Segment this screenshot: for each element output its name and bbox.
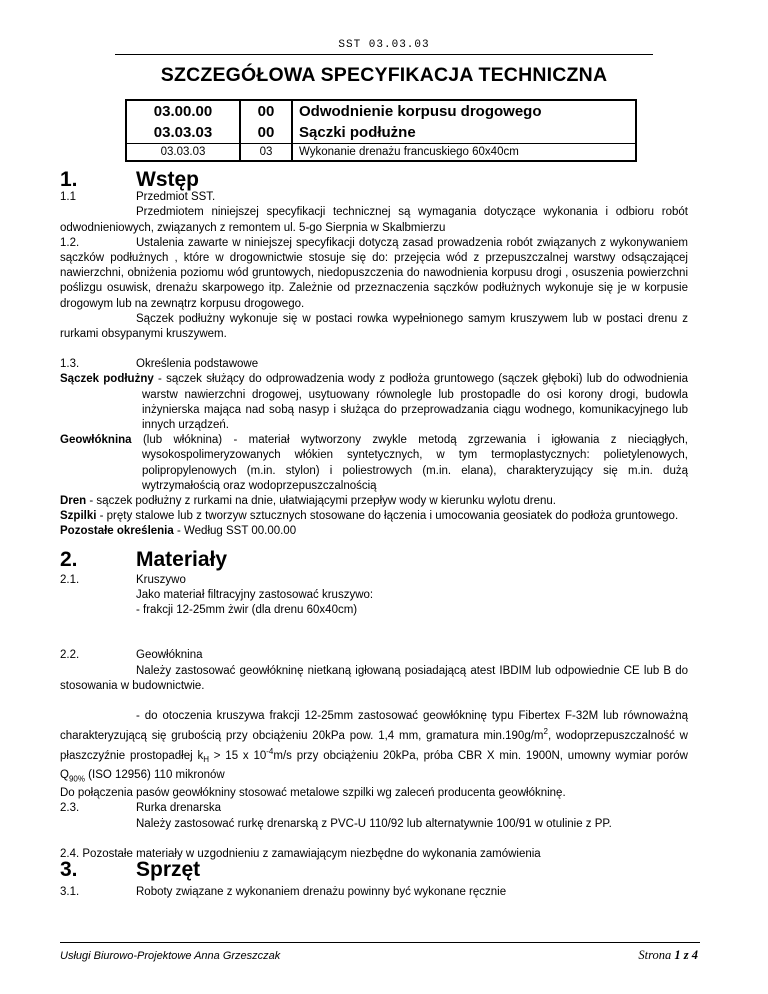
definition-item <box>60 509 688 524</box>
subsection-title: Przedmiot SST. <box>136 191 216 204</box>
document-title: SZCZEGÓŁOWA SPECYFIKACJA TECHNICZNA <box>160 64 608 86</box>
definition-text: - sączek podłużny z rurkami na dnie, ułatwiającymi przepływ wody w kierunku wylotu drenu. <box>86 495 556 508</box>
paragraph: Sączek podłużny wykonuje się w postaci rowka wypełnionego samym kruszywem lub w postaci drenu z rurkami obsypanymi kruszywem. <box>60 312 688 341</box>
definition-term: Sączek podłużny <box>60 373 154 386</box>
definition-item <box>60 372 688 433</box>
subsection-title: Rurka drenarska <box>136 802 222 815</box>
definition-text: - sączek służący do odprowadzenia wody z podłoża gruntowego (sączek głęboki) lub do odwodnienia warstw nawierzchni drogowej, usytuowany równolegle lub prostopadle do osi korony drogi, budowla inżynierska mająca nad sobą nasyp i służąca do przeprowadzania ciągu wodnego, komunikacyjnego lub innych urządzeń. <box>142 373 688 432</box>
definition-term: Pozostałe określenia <box>60 525 174 538</box>
subsection-number: 1.2. <box>60 236 80 249</box>
spec-name: Sączki podłużne <box>292 122 636 144</box>
section-title: Wstęp <box>136 168 199 191</box>
paragraph: Jako materiał filtracyjny zastosować kruszywo: <box>136 589 374 602</box>
definition-term: Dren <box>60 495 87 508</box>
spec-code: 03.03.03 <box>126 144 240 162</box>
spec-number: 03 <box>240 144 292 162</box>
geotextile-spec-paragraph: - do otoczenia kruszywa frakcji 12-25mm zastosować geowłókninę typu Fibertex F-32M lub równoważną charakteryzującą się grubością przy obciążeniu 20kPa pow. 1,4 mm, gramatura $\min.190g/m^2$, wodoprzepuszczalność w płaszczyźnie prostopadłej $k_H > 15$ x $10^{-4}m/s$ przy obciążeniu 20kPa, próba CBR X min. 1900N, umowny wymiar porów $Q_{90\%}$ (ISO 12956) 110 mikronów <box>60 710 688 783</box>
paragraph-2-4: 2.4. Pozostałe materiały w uzgodnieniu z zamawiającym niezbędne do wykonania zamówienia <box>60 847 541 860</box>
subsection-1-3 <box>60 357 688 372</box>
spec-code: 03.00.00 <box>126 100 240 122</box>
paragraph: - frakcji 12-25mm żwir (dla drenu 60x40cm) <box>136 604 358 617</box>
subsection-number: 1.3. <box>60 358 80 371</box>
subsection-2-3 <box>60 801 688 816</box>
subsection-title: Geowłóknina <box>136 649 203 662</box>
subsection-title: Kruszywo <box>136 573 186 586</box>
definition-item <box>60 494 688 509</box>
subsection-1-1 <box>60 190 688 205</box>
subsection-2-2 <box>60 648 688 663</box>
spec-number: 00 <box>240 100 292 122</box>
section-title: Sprzęt <box>136 857 201 881</box>
subsection-title: Określenia podstawowe <box>136 358 259 371</box>
section-heading-2 <box>60 547 688 571</box>
section-heading-3 <box>60 857 688 881</box>
definition-term: Geowłóknina <box>60 434 132 447</box>
table-row <box>126 144 636 162</box>
definition-term: Szpilki <box>60 510 97 523</box>
definition-text: - Według SST 00.00.00 <box>173 525 297 538</box>
paragraph: Należy zastosować rurkę drenarską z PVC-U 110/92 lub alternatywnie 100/91 w otulinie z PP. <box>136 817 612 830</box>
table-row <box>126 100 636 122</box>
section-heading-1 <box>60 168 688 191</box>
definition-text: - pręty stalowe lub z tworzyw sztucznych stosowane do łączenia i umocowania geosiatek do podłoża gruntowego. <box>96 510 679 523</box>
spec-number: 00 <box>240 122 292 144</box>
document-body <box>60 168 688 900</box>
spec-codes-table <box>125 99 637 162</box>
header-rule <box>115 54 653 55</box>
paragraph: Do połączenia pasów geowłókniny stosować metalowe szpilki wg zaleceń producenta geowłókninę. <box>60 787 566 800</box>
definition-item <box>60 524 688 539</box>
paragraph-text: Ustalenia zawarte w niniejszej specyfikacji dotyczą zasad prowadzenia robót związanych z wykonywaniem sączków podłużnych , które w drogownictwie stosuje się do: przejęcia wód z przepuszczalnej warstwy odsączającej nawierzchni, obniżenia poziomu wód gruntowych, niedopuszczenia do nawodnienia korpusu drogi , osuszenia powierzchni poślizgu osuwisk, drenażu skarpowego itp. Zależnie od przeznaczenia sączków podłużnych wykonuje się je w korpusie drogowym lub na zewnątrz korpusu drogowego. <box>60 236 688 310</box>
footer-company: Usługi Biurowo-Projektowe Anna Grzeszczak <box>60 950 281 962</box>
subsection-2-1 <box>60 573 688 588</box>
spec-name: Odwodnienie korpusu drogowego <box>292 100 636 122</box>
subsection-3-1 <box>60 885 688 900</box>
footer-rule <box>60 942 700 943</box>
paragraph: Przedmiotem niniejszej specyfikacji technicznej są wymagania dotyczące wykonania i odbioru robót odwodnieniowych, związanych z remontem ul. 5-go Sierpnia w Skalbmierzu <box>60 206 688 234</box>
section-number: 1. <box>60 168 78 191</box>
section-number: 3. <box>60 857 78 881</box>
section-number: 2. <box>60 547 78 571</box>
definition-item <box>60 433 688 494</box>
spec-code: 03.03.03 <box>126 122 240 144</box>
definition-text: (lub włóknina) - materiał wytworzony zwykle metodą zgrzewania i igłowania z nieciągłych, wysokospolimeryzowanych włókien syntetycznych, w tym termoplastycznych: polietylenowych, polipropylenowych (m.in. stylon) i poliestrowych (m.in. elana), charakteryzujący się m.in. dużą wytrzymałością oraz wodoprzepuszczalnością <box>131 434 688 492</box>
paragraph-1-2 <box>60 236 688 312</box>
page-number: Strona 1 z 4 <box>638 948 698 962</box>
table-row <box>126 122 636 144</box>
header-document-code: SST 03.03.03 <box>338 39 430 51</box>
section-title: Materiały <box>136 547 228 571</box>
spec-name: Wykonanie drenażu francuskiego 60x40cm <box>292 144 636 162</box>
subsection-number: 2.3. <box>60 802 80 815</box>
subsection-number: 3.1. <box>60 886 80 899</box>
paragraph: Należy zastosować geowłókninę nietkaną igłowaną posiadającą atest IBDIM lub odpowiednie CE lub B do stosowania w budownictwie. <box>60 664 688 692</box>
subsection-number: 1.1 <box>60 191 76 204</box>
paragraph-text: Roboty związane z wykonaniem drenażu powinny być wykonane ręcznie <box>136 886 507 899</box>
subsection-number: 2.2. <box>60 649 80 662</box>
subsection-number: 2.1. <box>60 573 80 586</box>
